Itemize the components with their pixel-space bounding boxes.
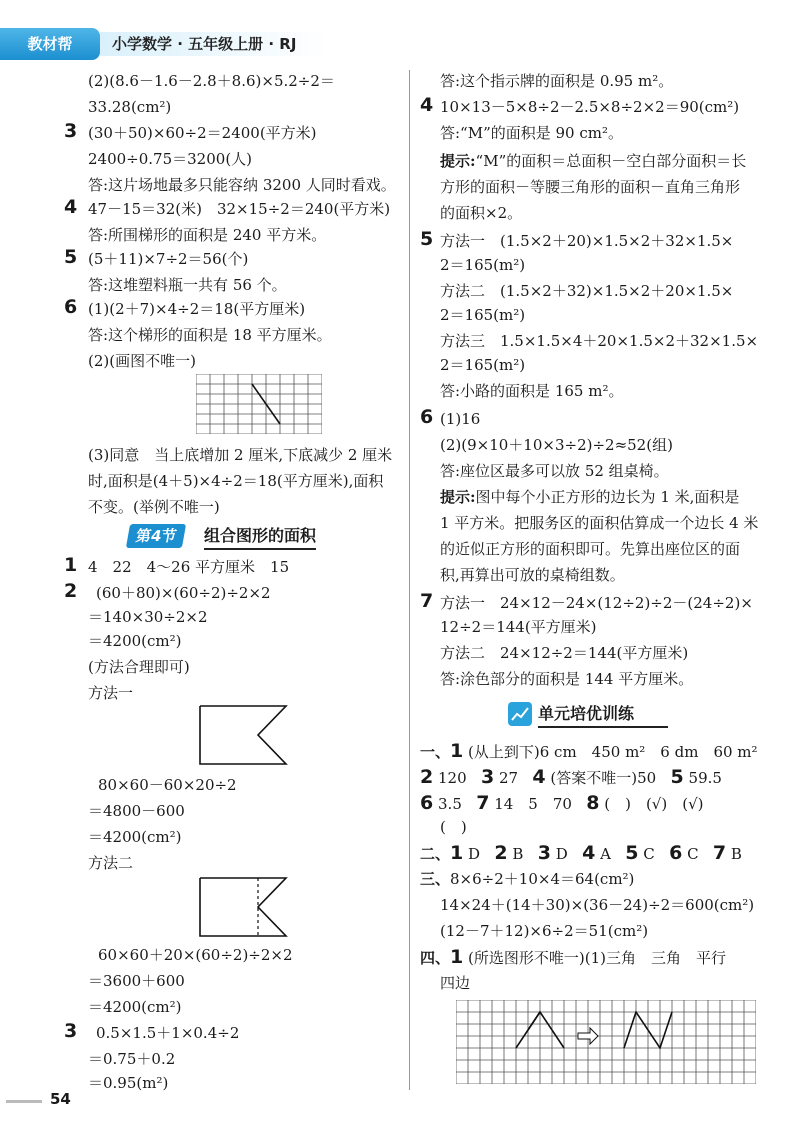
part-label: 四、	[420, 949, 451, 967]
answer-line	[420, 766, 722, 789]
answer-line: (1)(2＋7)×4÷2＝18(平方厘米)	[88, 300, 306, 318]
question-number: 6	[64, 296, 78, 318]
question-number: 8	[586, 792, 600, 814]
question-number: 3	[64, 1020, 78, 1042]
composite-shape-figure	[198, 704, 290, 766]
answer-text: (答案不唯一)50	[550, 769, 657, 787]
unit-underline	[538, 726, 668, 728]
answer-line: ＝0.95(m²)	[88, 1074, 169, 1092]
answer-line: (2)(9×10＋10×3÷2)÷2≈52(组)	[440, 436, 673, 454]
answer-text: D	[468, 845, 481, 863]
part-label: 一、	[420, 743, 451, 761]
question-number: 2	[64, 580, 78, 602]
answer-text: B	[512, 845, 524, 863]
answer-line: 2＝165(m²)	[440, 256, 526, 274]
answer-line: 2＝165(m²)	[440, 306, 526, 324]
answer-text: 14 5 70	[494, 795, 572, 813]
answer-line: (12－7＋12)×6÷2＝51(cm²)	[440, 922, 649, 940]
answer-text: D	[555, 845, 568, 863]
answer-line: 四边	[440, 974, 471, 992]
answer-line	[420, 868, 634, 890]
part-label: 三、	[420, 870, 451, 888]
hint-line	[440, 150, 746, 172]
answer-line: (5＋11)×7÷2＝56(个)	[88, 250, 249, 268]
answer-line: (2)(画图不唯一)	[88, 352, 196, 370]
answer-text: C	[643, 845, 655, 863]
answer-line: 答:“M”的面积是 90 cm²。	[440, 124, 624, 142]
question-number: 3	[537, 842, 551, 864]
answer-line: (2)(8.6－1.6－2.8＋8.6)×5.2÷2＝	[88, 72, 335, 90]
hint-line: 的面积×2。	[440, 204, 523, 222]
question-number: 7	[476, 792, 490, 814]
unit-title: 单元培优训练	[538, 704, 635, 723]
hint-text: 图中每个小正方形的边长为 1 米,面积是	[475, 488, 740, 506]
answer-line: 时,面积是(4＋5)×4÷2＝18(平方厘米),面积	[88, 472, 384, 490]
question-number: 5	[420, 228, 434, 250]
question-number: 2	[420, 766, 434, 788]
hint-label: 提示:	[440, 488, 476, 506]
answer-line: 47－15＝32(米) 32×15÷2＝240(平方米)	[88, 200, 391, 218]
answer-text: B	[730, 845, 742, 863]
answer-text: 120	[438, 769, 467, 787]
answer-text: 8×6÷2＋10×4＝64(cm²)	[450, 870, 635, 888]
answer-line: 10×13－5×8÷2－2.5×8÷2×2＝90(cm²)	[440, 98, 740, 116]
question-number: 7	[712, 842, 727, 864]
question-number: 1	[450, 946, 464, 968]
question-number: 6	[669, 842, 683, 864]
answer-text: 3.5	[438, 795, 462, 813]
question-number: 4	[64, 196, 78, 218]
answer-line: 60×60＋20×(60÷2)÷2×2	[98, 946, 293, 964]
answer-line: (30＋50)×60÷2＝2400(平方米)	[88, 124, 317, 142]
brand-badge: 教材帮	[0, 28, 100, 60]
question-number: 6	[420, 792, 434, 814]
question-number: 4	[532, 766, 546, 788]
answer-line: ＝4800－600	[88, 802, 185, 820]
answer-text: 59.5	[688, 769, 722, 787]
answer-line: 33.28(cm²)	[88, 98, 172, 116]
question-number: 3	[480, 766, 495, 788]
method-label: 方法二	[88, 854, 134, 872]
answer-line	[420, 946, 726, 969]
answer-line: (3)同意 当上底增加 2 厘米,下底减少 2 厘米	[88, 446, 393, 464]
answer-text: C	[687, 845, 699, 863]
question-number: 4	[420, 94, 434, 116]
hint-text: “M”的面积＝总面积－空白部分面积＝长	[475, 152, 747, 170]
book-title: 小学数学 · 五年级上册 · RJ	[112, 35, 297, 53]
question-number: 5	[625, 842, 639, 864]
section-heading	[128, 524, 348, 548]
hint-line: 方形的面积－等腰三角形的面积－直角三角形	[440, 178, 741, 196]
answer-line: 14×24＋(14＋30)×(36－24)÷2＝600(cm²)	[440, 896, 755, 914]
answer-line: ＝4200(cm²)	[88, 998, 182, 1016]
question-number: 2	[494, 842, 508, 864]
method-label: 方法一	[88, 684, 134, 702]
section-tag: 第4节	[126, 524, 187, 548]
answer-text: (从上到下)6 cm 450 m² 6 dm 60 m²	[468, 743, 758, 761]
question-number: 4	[582, 842, 596, 864]
section-title: 组合图形的面积	[204, 524, 316, 550]
composite-shape-figure-split	[198, 876, 290, 938]
answer-line: 2400÷0.75＝3200(人)	[88, 150, 253, 168]
answer-line: 方法三 1.5×1.5×4＋20×1.5×2＋32×1.5×	[440, 332, 759, 350]
answer-text: 27	[498, 769, 519, 787]
hint-line: 积,再算出可放的桌椅组数。	[440, 566, 625, 584]
answer-line: ＝4200(cm²)	[88, 632, 182, 650]
hint-line: 1 平方米。把服务区的面积估算成一个边长 4 米	[440, 514, 759, 532]
answer-line: 12÷2＝144(平方厘米)	[440, 618, 597, 636]
answer-line: 方法一 24×12－24×(12÷2)÷2－(24÷2)×	[440, 594, 753, 612]
answer-line	[420, 740, 758, 763]
answer-line: 2＝165(m²)	[440, 356, 526, 374]
question-number: 1	[450, 842, 464, 864]
answer-line	[420, 842, 742, 865]
answer-line: ＝3600＋600	[88, 972, 185, 990]
triangle-translation-grid	[456, 1000, 756, 1084]
hint-label: 提示:	[440, 152, 476, 170]
footer-dash	[6, 1100, 42, 1103]
question-number: 1	[450, 740, 464, 762]
question-number: 5	[64, 246, 78, 268]
hint-line: 的近似正方形的面积即可。先算出座位区的面	[440, 540, 741, 558]
answer-line: (1)16	[440, 410, 481, 428]
answer-line: ＝140×30÷2×2	[88, 608, 208, 626]
answer-line: (60＋80)×(60÷2)÷2×2	[96, 584, 271, 602]
column-divider	[409, 70, 410, 1090]
answer-line: 0.5×1.5＋1×0.4÷2	[96, 1024, 240, 1042]
answer-line: 方法二 (1.5×2＋32)×1.5×2＋20×1.5×	[440, 282, 734, 300]
answer-line: 答:这个梯形的面积是 18 平方厘米。	[88, 326, 332, 344]
answer-line: 不变。(举例不唯一)	[88, 498, 220, 516]
answer-line: ＝4200(cm²)	[88, 828, 182, 846]
answer-line: 答:涂色部分的面积是 144 平方厘米。	[440, 670, 694, 688]
answer-line	[420, 792, 703, 815]
page-number: 54	[50, 1090, 71, 1108]
answer-line: 答:座位区最多可以放 52 组桌椅。	[440, 462, 669, 480]
question-number: 6	[420, 406, 434, 428]
answer-line: 方法一 (1.5×2＋20)×1.5×2＋32×1.5×	[440, 232, 734, 250]
part-label: 二、	[420, 845, 451, 863]
question-number: 3	[64, 120, 78, 142]
answer-line: 答:这片场地最多只能容纳 3200 人同时看戏。	[88, 176, 396, 194]
answer-text: (所选图形不唯一)(1)三角 三角 平行	[468, 949, 726, 967]
trapezoid-grid-figure	[196, 374, 322, 434]
answer-text: ( ) (√) (√)	[604, 795, 704, 813]
answer-line: 4 22 4～26 平方厘米 15	[88, 558, 290, 576]
answer-line: ＝0.75＋0.2	[88, 1050, 176, 1068]
answer-line: 80×60－60×20÷2	[98, 776, 237, 794]
answer-text: A	[600, 845, 611, 863]
answer-line: 答:这个指示牌的面积是 0.95 m²。	[440, 72, 674, 90]
answer-line: 方法二 24×12÷2＝144(平方厘米)	[440, 644, 689, 662]
answer-line: 答:这堆塑料瓶一共有 56 个。	[88, 276, 287, 294]
chart-trend-icon	[508, 702, 532, 726]
answer-line: 答:所围梯形的面积是 240 平方米。	[88, 226, 327, 244]
page-header	[0, 28, 330, 60]
answer-line: 答:小路的面积是 165 m²。	[440, 382, 624, 400]
answer-line: (方法合理即可)	[88, 658, 190, 676]
question-number: 1	[64, 554, 78, 576]
unit-heading	[508, 700, 668, 728]
hint-line	[440, 486, 739, 508]
question-number: 7	[420, 590, 434, 612]
answer-line: ( )	[440, 818, 467, 836]
question-number: 5	[670, 766, 684, 788]
